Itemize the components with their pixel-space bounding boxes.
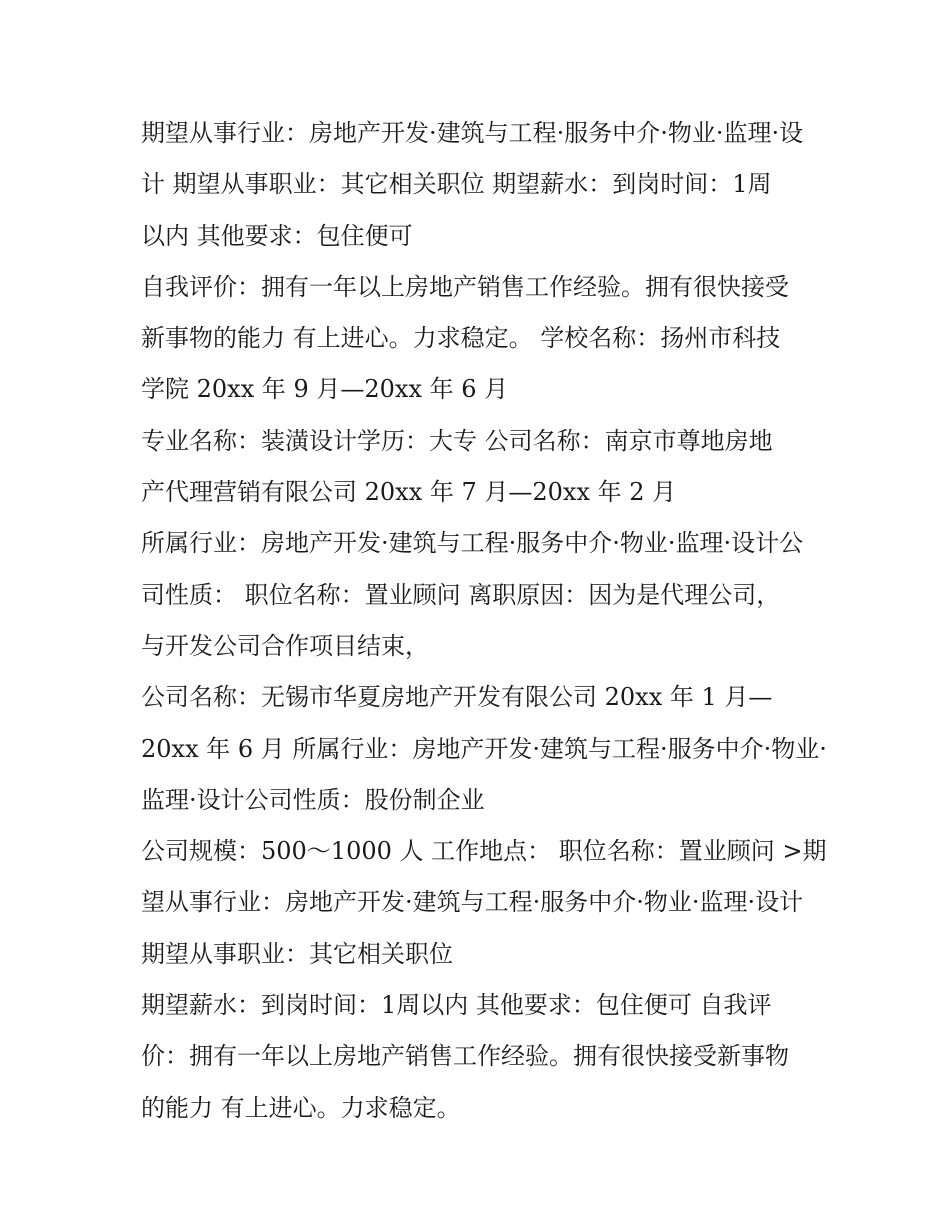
text-line: 产代理营销有限公司 20xx 年 7 月—20xx 年 2 月 (141, 478, 677, 507)
text-line: 所属行业：房地产开发·建筑与工程·服务中介·物业·监理·设计公 (141, 529, 804, 558)
text-line: 望从事行业：房地产开发·建筑与工程·服务中介·物业·监理·设计 (141, 888, 804, 917)
text-line: 计 期望从事职业：其它相关职位 期望薪水：到岗时间：1周 (141, 170, 772, 199)
text-line: 期望从事行业：房地产开发·建筑与工程·服务中介·物业·监理·设 (141, 119, 804, 147)
text-line: 监理·设计公司性质：股份制企业 (141, 785, 485, 814)
text-line: 期望薪水：到岗时间：1周以内 其他要求：包住便可 自我评 (141, 991, 772, 1020)
text-line: 专业名称：装潢设计学历：大专 公司名称：南京市尊地房地 (141, 426, 773, 455)
text-line: 20xx 年 6 月 所属行业：房地产开发·建筑与工程·服务中介·物业· (141, 734, 827, 763)
text-line: 与开发公司合作项目结束， (141, 631, 429, 660)
text-line: 公司名称：无锡市华夏房地产开发有限公司 20xx 年 1 月— (141, 683, 773, 712)
document-body (141, 108, 827, 1134)
text-line: 司性质： 职位名称：置业顾问 离职原因：因为是代理公司， (141, 580, 781, 609)
text-line: 期望从事职业：其它相关职位 (141, 939, 453, 968)
text-line: 公司规模：500～1000 人 工作地点： 职位名称：置业顾问 >期 (141, 837, 827, 866)
text-line: 以内 其他要求：包住便可 (141, 221, 413, 250)
text-line: 自我评价：拥有一年以上房地产销售工作经验。拥有很快接受 (141, 272, 789, 301)
text-line: 的能力 有上进心。力求稳定。 (141, 1093, 461, 1122)
text-line: 学院 20xx 年 9 月—20xx 年 6 月 (141, 375, 509, 404)
text-line: 价：拥有一年以上房地产销售工作经验。拥有很快接受新事物 (141, 1042, 789, 1071)
text-line: 新事物的能力 有上进心。力求稳定。 学校名称：扬州市科技 (141, 324, 781, 353)
